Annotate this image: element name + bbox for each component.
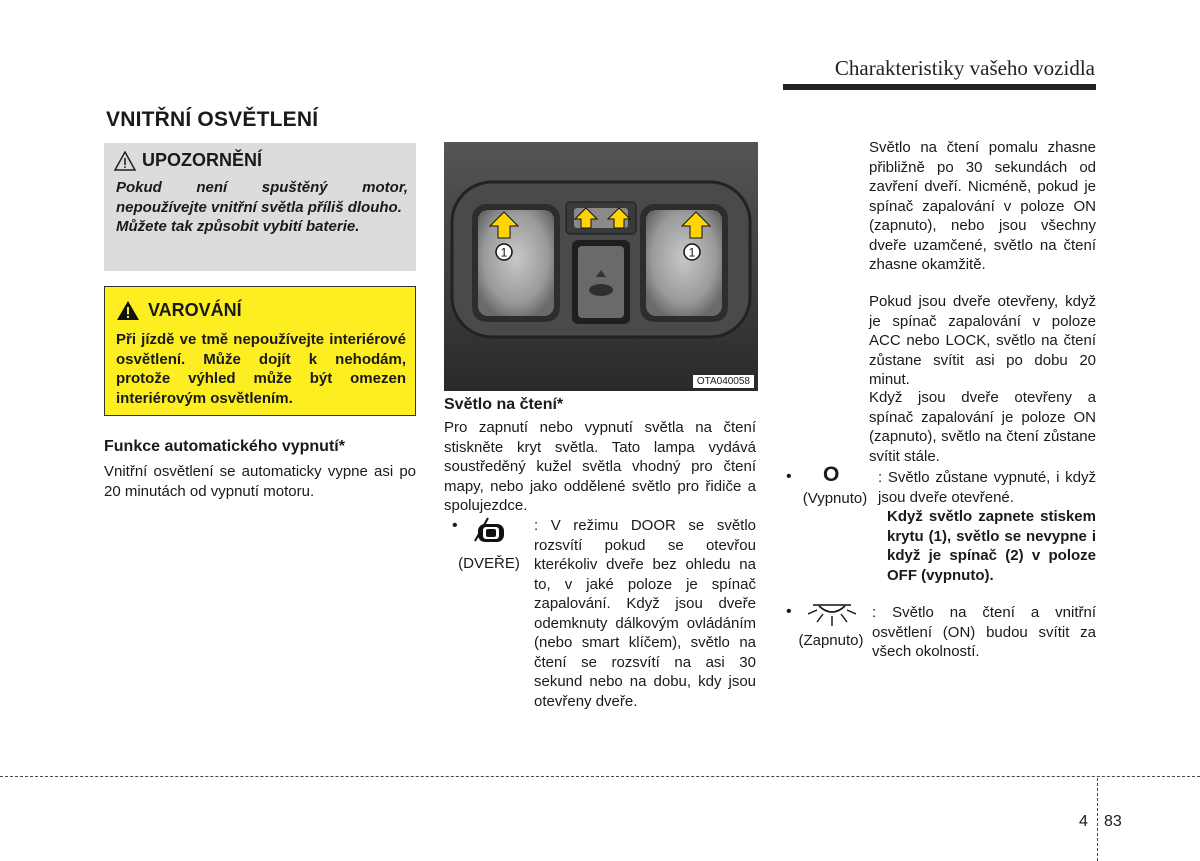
warning-title: VAROVÁNÍ [148, 300, 242, 320]
reading-light-text: Pro zapnutí nebo vypnutí světla na čtení stiskněte kryt světla. Tato lampa vydává soustředěný kužel světla vhodný pro čtení mapy, nebo jako oddělené světlo pro řidiče a spolujezdce. [444, 419, 756, 514]
caution-line-1: Pokud není spuštěný motor, nepoužívejte vnitřní světla příliš dlouho. [116, 179, 408, 216]
door-caption: (DVEŘE) [458, 555, 520, 572]
col3-paragraph-3: Když jsou dveře otevřeny a spínač zapalování je poloze ON (zapnuto), světlo na čtení zůstane svítit stále. [869, 389, 1096, 465]
caution-text [116, 178, 408, 237]
footer-vertical-rule [1097, 778, 1098, 861]
auto-off-text: Vnitřní osvětlení se automaticky vypne asi po 20 minutách od vypnutí motoru. [104, 463, 416, 500]
bullet-on: • [786, 603, 792, 620]
door-mode-text: : V režimu DOOR se světlo rozsvítí pokud se otevřou kterékoliv dveře bez ohledu na to, v jaké poloze je spínač zapalování. Když jsou dveře odemknuty dálkovým ovládáním (nebo smart klíčem), světlo na čtení se rozsvítí na asi 30 sekund nebo na dobu, kdy jsou otevřeny dveře. [534, 517, 756, 710]
caution-title: UPOZORNĚNÍ [142, 150, 263, 170]
off-text: : Světlo zůstane vypnuté, i když jsou dveře otevřené. [878, 469, 1096, 506]
header-rule [783, 84, 1096, 90]
bullet-door: • [452, 517, 458, 534]
footer-dashed-rule [0, 776, 1200, 777]
auto-off-heading: Funkce automatického vypnutí* [104, 438, 345, 455]
photo-code: OTA040058 [693, 375, 754, 388]
off-caption: (Vypnuto) [802, 490, 868, 507]
on-caption: (Zapnuto) [798, 632, 864, 649]
reading-light-heading: Světlo na čtení* [444, 396, 564, 413]
page-number: 83 [1104, 813, 1122, 830]
lamp-on-icon [805, 602, 859, 628]
chapter-number: 4 [1079, 813, 1088, 830]
col3-paragraph-1: Světlo na čtení pomalu zhasne přibližně po 30 sekundách od zavření dveří. Nicméně, pokud je spínač zapalování v poloze ON (zapnuto), nebo jsou všechny dveře uzamčené, světlo na čtení zhasne okamžitě. [869, 139, 1096, 273]
warning-text: Při jízdě ve tmě nepoužívejte interiérové osvětlení. Může dojít k nehodám, protože výhled může být omezen interiérovým osvětlením. [116, 331, 406, 407]
caution-line-2: Můžete tak způsobit vybití baterie. [116, 218, 360, 235]
section-title: VNITŘNÍ OSVĚTLENÍ [106, 108, 319, 131]
caution-heading [114, 150, 262, 171]
callout-1-left: 1 [500, 245, 508, 260]
warning-heading [116, 300, 242, 321]
caution-triangle-icon [114, 151, 136, 171]
col3-paragraph-2: Pokud jsou dveře otevřeny, když je spínač zapalování v poloze ACC nebo LOCK, světlo na čtení zůstane svítit asi po dobu 20 minut. [869, 293, 1096, 388]
warning-triangle-icon [116, 300, 140, 321]
off-bold-text: Když světlo zapnete stiskem krytu (1), světlo se nevypne i když je spínač (2) v poloze OFF (vypnuto). [887, 508, 1096, 584]
door-mode-icon [470, 516, 510, 550]
on-text: : Světlo na čtení a vnitřní osvětlení (ON) budou svítit za všech okolností. [872, 604, 1096, 660]
off-symbol-icon: O [823, 463, 840, 486]
bullet-off: • [786, 468, 792, 485]
running-header: Charakteristiky vašeho vozidla [834, 56, 1095, 80]
overhead-console-photo [444, 142, 758, 391]
callout-1-right: 1 [688, 245, 696, 260]
